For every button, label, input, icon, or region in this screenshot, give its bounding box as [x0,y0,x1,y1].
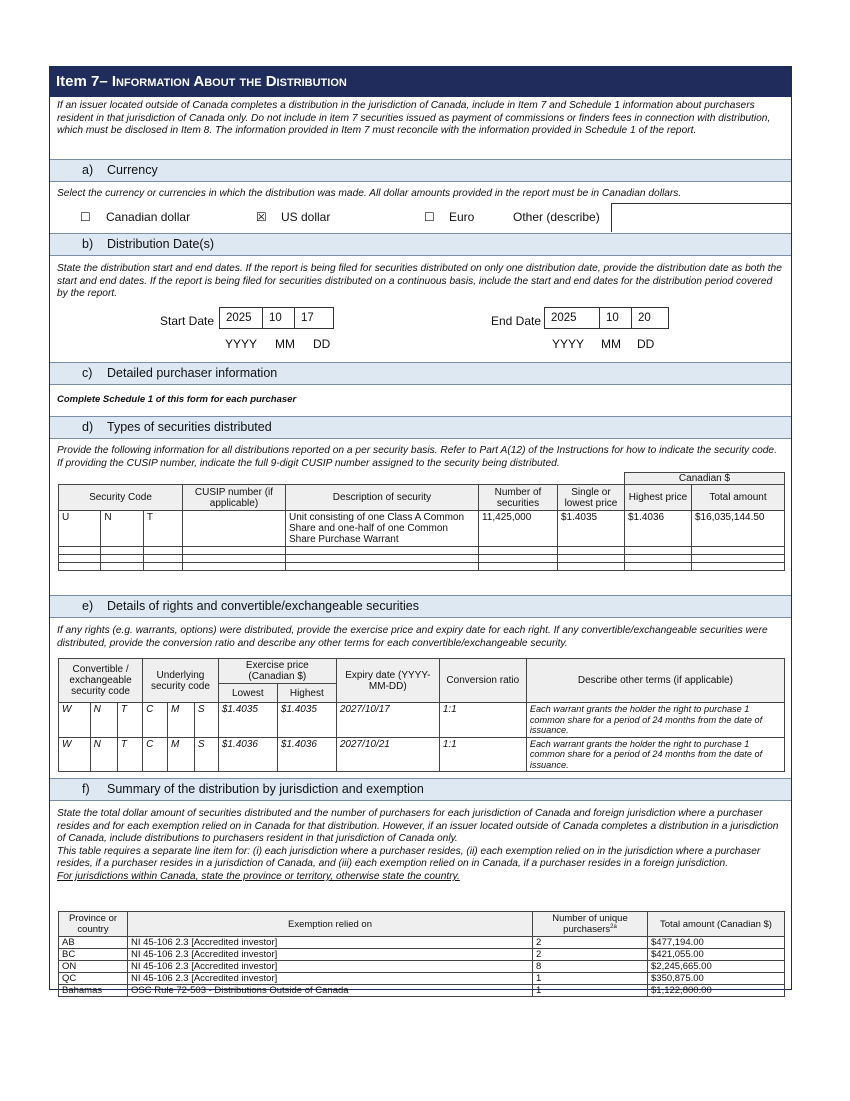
section-a-header [50,159,791,181]
currency-instructions: Select the currency or currencies in which the distribution was made. All dollar amounts provided in the report must be in Canadian dollars. [57,188,682,199]
fmt-dd: DD [637,337,655,351]
col-description: Description of security [285,485,478,511]
lowest-cell[interactable]: $1.4035 [557,511,624,547]
summary-instructions-3: For jurisdictions within Canada, state the province or territory, otherwise state the country. [57,870,460,882]
expiry-cell[interactable]: 2027/10/17 [336,703,439,738]
summary-instructions-2: This table requires a separate line item for: (i) each jurisdiction where a purchaser resides, (ii) each exemption relied on in the jurisdiction where a purchaser resides, if a purchaser resides in a jurisdiction of Canada, and (iii) each exemption relied on in Canada, if a purchaser resides in a foreign jurisdiction. [57,845,761,870]
table-row [59,511,785,547]
province-cell[interactable]: AB [59,937,128,949]
end-year[interactable]: 2025 [545,308,600,328]
exemption-cell[interactable]: OSC Rule 72-503 - Distributions Outside of Canada [128,985,533,997]
col-purchasers-footnote: 2a [610,924,617,930]
col-convertible-code: Convertible / exchangeable security code [59,659,143,703]
code-char[interactable]: S [194,737,218,772]
checkbox-euro[interactable]: ☐ [424,210,435,224]
rights-instructions: If any rights (e.g. warrants, options) were distributed, provide the exercise price and expiry date for each right. If any convertible/exchangeable securities were distributed, provide the conversion ratio and describe any other terms for each convertible/exchangeable security. [57,625,768,649]
province-cell[interactable]: QC [59,973,128,985]
col-exemption: Exemption relied on [128,912,533,937]
section-name: Types of securities distributed [107,420,272,434]
highest-cell[interactable]: $1.4036 [624,511,691,547]
section-name: Currency [107,163,158,177]
terms-cell[interactable]: Each warrant grants the holder the right to purchase 1 common share for a period of 24 months from the date of issuance. [526,703,784,738]
ratio-cell[interactable]: 1:1 [439,737,526,772]
start-month[interactable]: 10 [263,308,295,328]
code-char[interactable]: M [168,703,195,738]
exemption-cell[interactable]: NI 45-106 2.3 [Accredited investor] [128,961,533,973]
section-f-header [50,778,791,800]
col-underlying-code: Underlying security code [143,659,219,703]
code-char[interactable]: T [117,703,142,738]
purchasers-cell[interactable]: 8 [533,961,648,973]
amount-cell[interactable]: $477,194.00 [648,937,785,949]
label-canadian-dollar: Canadian dollar [106,210,191,224]
label-us-dollar: US dollar [281,210,331,224]
ex-lowest-cell[interactable]: $1.4035 [218,703,277,738]
number-cell[interactable]: 11,425,000 [478,511,557,547]
code-char[interactable]: N [101,511,143,547]
code-char[interactable]: N [90,737,117,772]
col-total-amount: Total amount (Canadian $) [648,912,785,937]
purchasers-cell[interactable]: 2 [533,949,648,961]
section-letter: d) [82,420,94,434]
fmt-dd: DD [313,337,331,351]
exemption-cell[interactable]: NI 45-106 2.3 [Accredited investor] [128,949,533,961]
col-number: Number of securities [478,485,557,511]
code-char[interactable]: U [59,511,101,547]
section-letter: c) [82,366,93,380]
ex-highest-cell[interactable]: $1.4036 [277,737,336,772]
fmt-mm: MM [601,337,621,351]
col-province: Province or country [59,912,128,937]
ratio-cell[interactable]: 1:1 [439,703,526,738]
table-row [59,703,785,738]
section-name: Detailed purchaser information [107,366,278,380]
description-cell[interactable]: Unit consisting of one Class A Common Share and one-half of one Common Share Purchase Warrant [285,511,478,547]
col-expiry: Expiry date (YYYY-MM-DD) [336,659,439,703]
checkbox-canadian-dollar[interactable]: ☐ [80,210,91,224]
table-row [59,737,785,772]
amount-cell[interactable]: $421,055.00 [648,949,785,961]
start-year[interactable]: 2025 [220,308,263,328]
col-total: Total amount [691,485,784,511]
table-row [59,547,785,555]
amount-cell[interactable]: $1,122,800.00 [648,985,785,997]
summary-instructions-1: State the total dollar amount of securities distributed and the number of purchasers for each jurisdiction of Canada and foreign jurisdiction where a purchaser resides and for each exemption relied on in Canada for that distribution. However, if an issuer located outside of Canada completes a distribution in a jurisdiction of Canada, include distributions to purchasers resident in that jurisdiction of Canada only. [57,808,779,845]
code-char[interactable]: S [194,703,218,738]
section-letter: b) [82,237,94,251]
ex-lowest-cell[interactable]: $1.4036 [218,737,277,772]
province-cell[interactable]: BC [59,949,128,961]
expiry-cell[interactable]: 2027/10/21 [336,737,439,772]
col-cusip: CUSIP number (if applicable) [182,485,285,511]
fmt-yyyy: YYYY [225,337,258,351]
end-date-field[interactable] [544,307,669,329]
amount-cell[interactable]: $2,245,665.00 [648,961,785,973]
item-7-form [49,66,792,997]
table-row [59,563,785,571]
rights-table [58,658,785,772]
fmt-yyyy: YYYY [552,337,585,351]
dates-instructions: State the distribution start and end dates. If the report is being filed for securities distributed on only one distribution date, provide the distribution date as both the start and end dates. If the report is being filed for securities distributed on a continuous basis, include the start and end dates for the distribution period covered by the report. [57,263,782,300]
item-title-rest: Information About the Distribution [111,73,347,90]
section-name: Distribution Date(s) [107,237,214,251]
col-purchasers [533,912,648,937]
item-title [50,67,791,97]
other-currency-field[interactable] [611,203,792,232]
section-e-header [50,595,791,617]
table-row [59,937,785,949]
col-ratio: Conversion ratio [439,659,526,703]
ex-highest-cell[interactable]: $1.4035 [277,703,336,738]
end-month[interactable]: 10 [600,308,632,328]
col-highest: Highest price [624,485,691,511]
code-char[interactable]: N [90,703,117,738]
code-char[interactable]: C [143,703,168,738]
exemption-cell[interactable]: NI 45-106 2.3 [Accredited investor] [128,973,533,985]
securities-instructions: Provide the following information for all distributions reported on a per security basis. Refer to Part A(12) of the Instructions for how to indicate the security code. If providing the CUSIP number, indicate the full 9-digit CUSIP number assigned to the security being distributed. [57,445,777,469]
checkbox-us-dollar[interactable]: ☒ [256,210,267,224]
code-char[interactable]: T [143,511,182,547]
code-char[interactable]: T [117,737,142,772]
start-day[interactable]: 17 [301,312,314,324]
section-b-header [50,233,791,255]
amount-cell[interactable]: $350,875.00 [648,973,785,985]
province-cell[interactable]: Bahamas [59,985,128,997]
col-purchasers-label: Number of unique purchasers [552,913,628,936]
schedule-1-note: Complete Schedule 1 of this form for each purchaser [57,394,297,405]
col-exercise-price: Exercise price (Canadian $) [218,659,336,684]
col-other-terms: Describe other terms (if applicable) [526,659,784,703]
table-row [59,555,785,563]
label-euro: Euro [449,210,475,224]
col-security-code: Security Code [59,485,183,511]
code-char[interactable]: W [59,703,91,738]
fmt-mm: MM [275,337,295,351]
col-lowest: Single or lowest price [557,485,624,511]
section-letter: a) [82,163,94,177]
currency-options [50,203,791,233]
item-title-prefix: Item 7– [56,73,108,90]
canadian-header: Canadian $ [624,473,784,485]
section-name: Summary of the distribution by jurisdiction and exemption [107,782,424,796]
summary-table [58,911,785,997]
total-cell[interactable]: $16,035,144.50 [691,511,784,547]
code-char[interactable]: M [168,737,195,772]
table-row [59,949,785,961]
section-letter: e) [82,599,94,613]
col-ex-lowest: Lowest [218,684,277,703]
section-c-header [50,362,791,384]
purchasers-cell[interactable]: 1 [533,985,648,997]
purchasers-cell[interactable]: 2 [533,937,648,949]
code-char[interactable]: W [59,737,91,772]
start-date-field[interactable] [219,307,334,329]
start-date-label: Start Date [160,314,215,328]
end-date-label: End Date [491,314,542,328]
section-letter: f) [82,782,90,796]
securities-table [58,472,785,571]
province-cell[interactable]: ON [59,961,128,973]
intro-text: If an issuer located outside of Canada completes a distribution in the jurisdiction of Canada, include in Item 7 and Schedule 1 information about purchasers resident in that jurisdiction of Canada only. Do not include in item 7 securities issued as payment of commissions or finders fees in connection with distribution, which must be disclosed in Item 8. The information provided in Item 7 must reconcile with the information provided in Schedule 1 of the report. [57,100,771,137]
col-ex-highest: Highest [277,684,336,703]
table-row [59,973,785,985]
label-other: Other (describe) [513,210,600,224]
purchasers-cell[interactable]: 1 [533,973,648,985]
section-name: Details of rights and convertible/exchangeable securities [107,599,419,613]
exemption-cell[interactable]: NI 45-106 2.3 [Accredited investor] [128,937,533,949]
terms-cell[interactable]: Each warrant grants the holder the right to purchase 1 common share for a period of 24 months from the date of issuance. [526,737,784,772]
code-char[interactable]: C [143,737,168,772]
cusip-cell[interactable] [182,511,285,547]
section-d-header [50,416,791,438]
table-row [59,961,785,973]
table-row [59,985,785,997]
end-day[interactable]: 20 [638,312,651,324]
